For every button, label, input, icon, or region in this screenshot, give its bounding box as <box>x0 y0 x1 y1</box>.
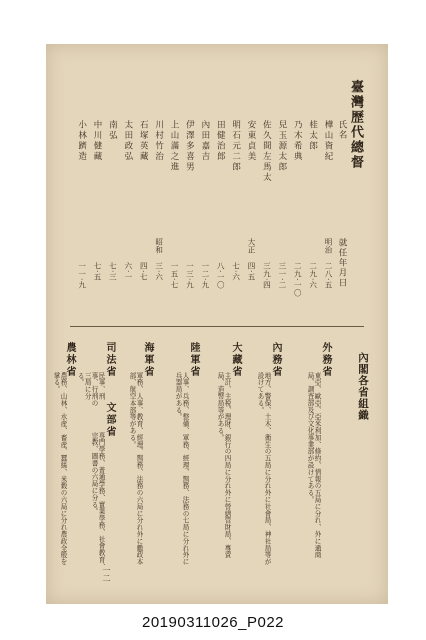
appointment-date: 七·五 <box>93 262 102 281</box>
name-column-header: 氏名 <box>337 120 347 140</box>
department-description: 軍務、人事、教育、經理、醫務、法務の六局に分れ外に艦政本部、航空本部等がある。 <box>128 372 143 566</box>
governor-name: 伊澤多喜男 <box>184 120 195 173</box>
department-description: 東亞、歐亞、亞米利加、條約、情報の五局に分れ、外に通商局、調査部及び文化事業部が設けてある。 <box>306 372 321 559</box>
department-name: 大藏省 <box>230 342 241 378</box>
appointment-date: 七·三 <box>108 262 118 281</box>
governor-name: 安東貞美 <box>246 120 256 162</box>
appointment-date: 六·一 <box>123 262 133 281</box>
department-description: 主計、主税、理財、銀行の四局に分れ外に營繕管財局、專賣局、造幣局等がある。 <box>216 372 231 559</box>
page-number: 一二 <box>102 566 111 582</box>
appointment-date: 二九·六 <box>308 262 318 289</box>
appointment-date: 一二·九 <box>200 262 210 289</box>
department-name: 文部省 <box>104 402 115 438</box>
date-column-header: 就任年月日 <box>337 238 347 288</box>
appointment-date: 四·七 <box>139 262 149 281</box>
department-description: 専門學務、普通學務、實業學務、社會教育、宗教、圖書の六局に分る。 <box>90 432 105 570</box>
governor-name: 小林躋造 <box>76 120 87 162</box>
governor-name: 明石元二郎 <box>230 120 241 173</box>
governor-name: 南弘 <box>107 120 118 141</box>
appointment-date: 一三·九 <box>185 262 195 289</box>
section-divider <box>70 326 364 327</box>
department-description: 民事、刑事、行刑の三局に分る。 <box>76 372 105 407</box>
appointment-date: 二九·一〇 <box>293 262 303 297</box>
appointment-date: 一五·七 <box>170 262 179 289</box>
appointment-date: 四·五 <box>247 262 256 281</box>
department-name: 海軍省 <box>142 342 153 378</box>
department-description: 農務、山林、水産、畜産、蠶絲、米穀の六局に分れ農政全般を掌る。 <box>52 372 67 566</box>
governor-name: 中川健藏 <box>92 120 102 162</box>
appointment-date: 三·六 <box>154 262 164 281</box>
governor-name: 太田政弘 <box>122 120 133 162</box>
appointment-date: 八·一〇 <box>216 262 226 289</box>
section-title: 內閣各省組織 <box>357 352 369 421</box>
department-name: 外務省 <box>320 342 331 378</box>
appointment-date: 一一·九 <box>77 262 87 289</box>
era-label: 昭和 <box>154 238 164 254</box>
governor-name: 石塚英藏 <box>138 120 149 162</box>
page-title: 臺灣歷代總督 <box>348 80 363 170</box>
governor-name: 兒玉源太郎 <box>276 120 287 173</box>
era-label: 明治 <box>324 238 333 254</box>
appointment-date: 二八·五 <box>324 262 333 289</box>
appointment-date: 七·六 <box>231 262 241 281</box>
governor-name: 桂太郎 <box>307 120 318 152</box>
department-name: 內務省 <box>270 342 281 378</box>
governor-name: 乃木希典 <box>292 120 303 162</box>
department-name: 司法省 <box>104 342 115 378</box>
department-name: 陸軍省 <box>188 342 199 378</box>
era-label: 大正 <box>247 238 256 254</box>
governor-name: 佐久間左馬太 <box>261 120 272 183</box>
appointment-date: 三一·二 <box>277 262 287 289</box>
department-name: 農林省 <box>64 342 75 378</box>
governor-name: 內田嘉吉 <box>199 120 210 162</box>
governor-name: 川村竹治 <box>153 120 164 162</box>
department-description: 人事、兵務、整備、軍務、經理、醫務、法務の七局に分れ外に兵器局がある。 <box>174 372 189 566</box>
image-caption: 20190311026_P022 <box>141 614 285 631</box>
appointment-date: 三九·四 <box>262 262 272 289</box>
governor-name: 上山滿之進 <box>169 120 179 173</box>
department-description: 地方、警保、土木、衛生の五局に分れ外に社會局、神社局等が設けてある。 <box>256 372 271 566</box>
governor-name: 田健治郎 <box>215 120 226 162</box>
governor-name: 樺山資紀 <box>323 120 333 162</box>
